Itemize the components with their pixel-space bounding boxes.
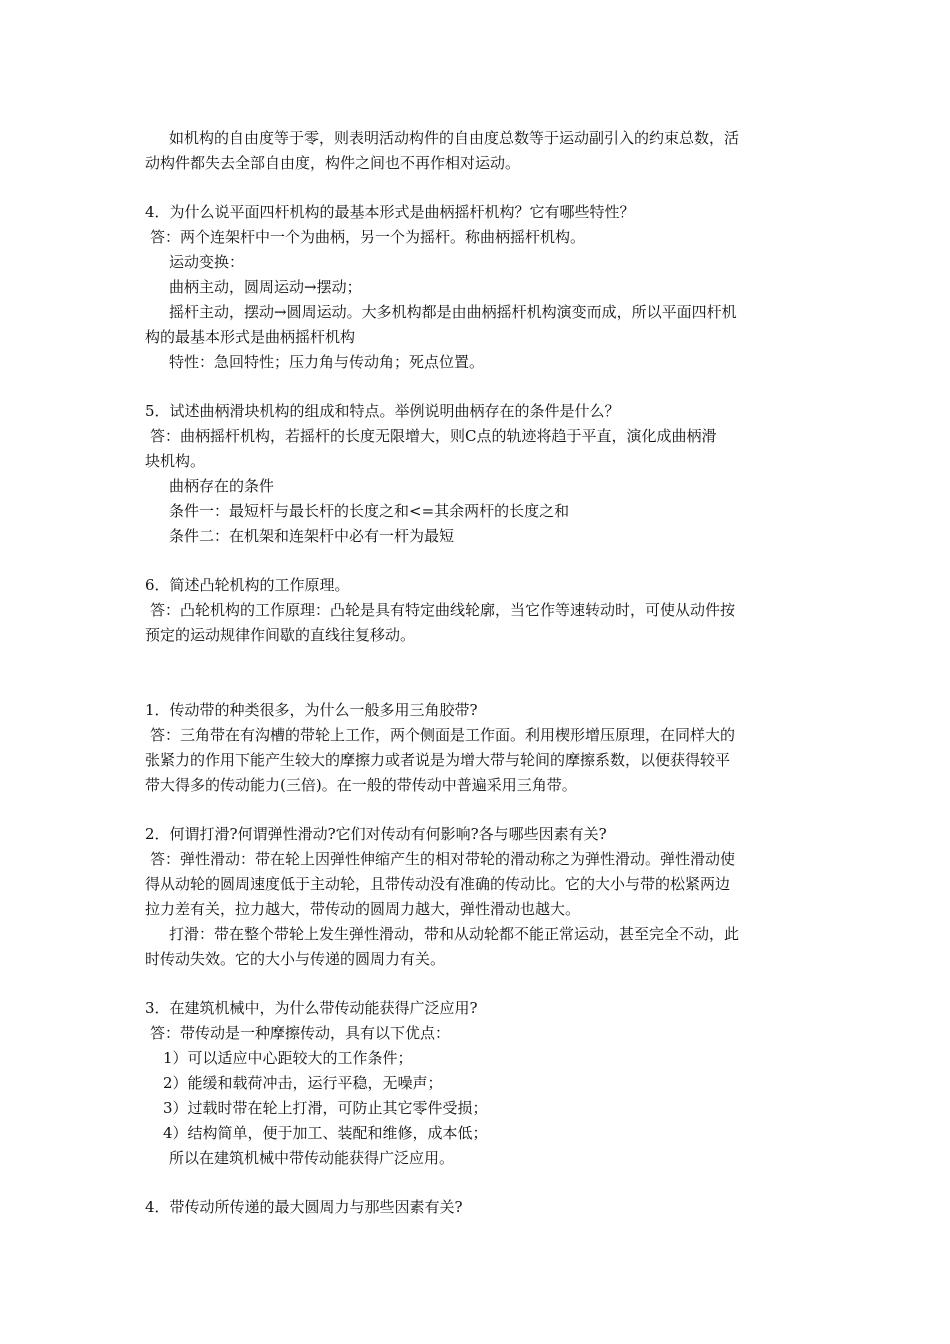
answer-line: 答：三角带在有沟槽的带轮上工作，两个侧面是工作面。利用楔形增压原理，在同样大的 <box>150 726 736 744</box>
paragraph-line: 条件二：在机架和连架杆中必有一杆为最短 <box>169 527 455 545</box>
paragraph-line: 所以在建筑机械中带传动能获得广泛应用。 <box>169 1149 455 1167</box>
paragraph-line: 构的最基本形式是曲柄摇杆机构 <box>145 328 356 346</box>
paragraph-line: 时传动失效。它的大小与传递的圆周力有关。 <box>145 950 446 968</box>
question-heading: 2．何谓打滑?何谓弹性滑动?它们对传动有何影响?各与哪些因素有关? <box>145 825 607 843</box>
question-heading: 4．为什么说平面四杆机构的最基本形式是曲柄摇杆机构？它有哪些特性？ <box>145 203 635 221</box>
question-heading: 6．简述凸轮机构的工作原理。 <box>145 576 350 594</box>
answer-line: 答：两个连架杆中一个为曲柄，另一个为摇杆。称曲柄摇杆机构。 <box>150 228 586 246</box>
paragraph-line: 特性：急回特性；压力角与传动角；死点位置。 <box>169 353 485 371</box>
question-heading: 3．在建筑机械中，为什么带传动能获得广泛应用? <box>145 999 478 1017</box>
answer-line: 拉力差有关，拉力越大，带传动的圆周力越大，弹性滑动也越大。 <box>145 900 581 918</box>
answer-line: 带大得多的传动能力(三倍)。在一般的带传动中普遍采用三角带。 <box>145 776 577 794</box>
paragraph-line: 曲柄存在的条件 <box>169 477 275 495</box>
answer-line: 答：曲柄摇杆机构，若摇杆的长度无限增大，则C点的轨迹将趋于平直，演化成曲柄滑 <box>150 427 717 445</box>
answer-line: 预定的运动规律作间歇的直线往复移动。 <box>145 626 416 644</box>
paragraph-line: 曲柄主动，圆周运动→摆动； <box>169 278 362 296</box>
paragraph-line: 如机构的自由度等于零，则表明活动构件的自由度总数等于运动副引入的约束总数，活 <box>169 129 740 147</box>
question-heading: 5．试述曲柄滑块机构的组成和特点。举例说明曲柄存在的条件是什么？ <box>145 402 620 420</box>
list-item: 1）可以适应中心距较大的工作条件； <box>163 1049 413 1067</box>
answer-line: 答：弹性滑动：带在轮上因弹性伸缩产生的相对带轮的滑动称之为弹性滑动。弹性滑动使 <box>150 850 736 868</box>
paragraph-line: 条件一：最短杆与最长杆的长度之和<=其余两杆的长度之和 <box>169 502 570 520</box>
paragraph-line: 运动变换： <box>169 253 245 271</box>
list-item: 4）结构简单，便于加工、装配和维修，成本低； <box>163 1124 488 1142</box>
list-item: 2）能缓和载荷冲击，运行平稳，无噪声； <box>163 1074 443 1092</box>
question-heading: 1．传动带的种类很多，为什么一般多用三角胶带? <box>145 701 478 719</box>
answer-line: 张紧力的作用下能产生较大的摩擦力或者说是为增大带与轮间的摩擦系数，以便获得较平 <box>145 751 731 769</box>
answer-line: 答：带传动是一种摩擦传动，具有以下优点： <box>150 1024 451 1042</box>
paragraph-line: 动构件都失去全部自由度，构件之间也不再作相对运动。 <box>145 154 521 172</box>
question-heading: 4．带传动所传递的最大圆周力与那些因素有关? <box>145 1198 463 1216</box>
paragraph-line: 打滑：带在整个带轮上发生弹性滑动，带和从动轮都不能正常运动，甚至完全不动，此 <box>169 925 740 943</box>
answer-line: 块机构。 <box>145 452 206 470</box>
answer-line: 得从动轮的圆周速度低于主动轮，且带传动没有准确的传动比。它的大小与带的松紧两边 <box>145 875 731 893</box>
paragraph-line: 摇杆主动，摆动→圆周运动。大多机构都是由曲柄摇杆机构演变而成，所以平面四杆机 <box>169 303 737 321</box>
answer-line: 答：凸轮机构的工作原理：凸轮是具有特定曲线轮廓，当它作等速转动时，可使从动件按 <box>150 601 736 619</box>
list-item: 3）过载时带在轮上打滑，可防止其它零件受损； <box>163 1099 488 1117</box>
